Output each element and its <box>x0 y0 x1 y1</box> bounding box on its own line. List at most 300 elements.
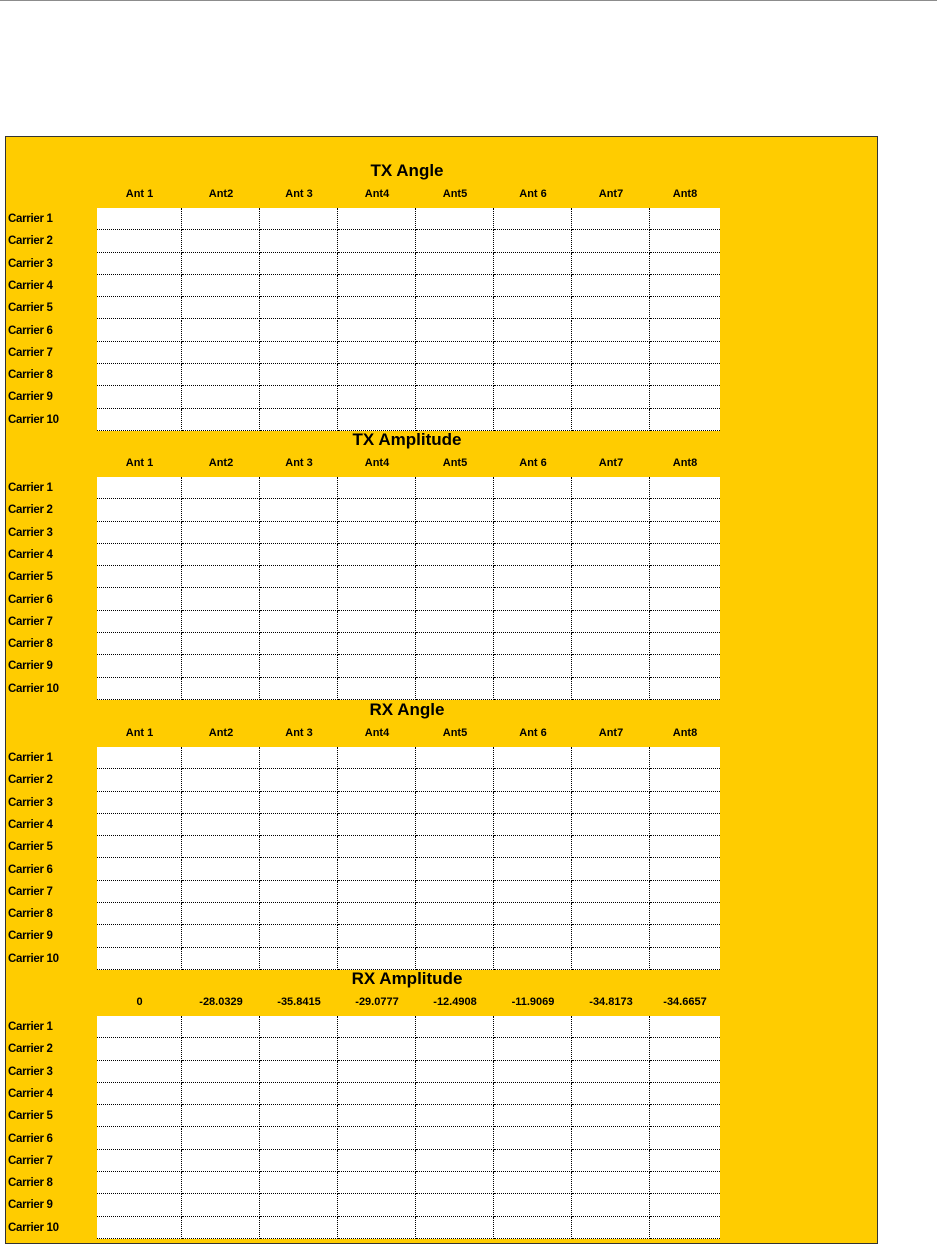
table-cell[interactable] <box>572 566 650 588</box>
table-cell[interactable] <box>650 1061 720 1083</box>
table-cell[interactable] <box>572 544 650 566</box>
table-cell[interactable] <box>572 1038 650 1060</box>
table-cell[interactable] <box>338 208 416 230</box>
table-cell[interactable] <box>572 1172 650 1194</box>
table-cell[interactable] <box>572 1150 650 1172</box>
table-cell[interactable] <box>572 364 650 386</box>
table-cell[interactable] <box>260 1061 338 1083</box>
table-cell[interactable] <box>97 903 182 925</box>
table-cell[interactable] <box>182 611 260 633</box>
table-cell[interactable] <box>182 253 260 275</box>
table-cell[interactable] <box>338 836 416 858</box>
table-cell[interactable] <box>416 859 494 881</box>
table-cell[interactable] <box>182 1194 260 1216</box>
table-cell[interactable] <box>416 1016 494 1038</box>
table-cell[interactable] <box>572 253 650 275</box>
table-cell[interactable] <box>182 655 260 677</box>
table-cell[interactable] <box>260 859 338 881</box>
table-cell[interactable] <box>572 589 650 611</box>
table-cell[interactable] <box>260 499 338 521</box>
table-cell[interactable] <box>572 633 650 655</box>
table-cell[interactable] <box>182 1061 260 1083</box>
table-cell[interactable] <box>182 499 260 521</box>
row-label: Carrier 3 <box>8 526 53 539</box>
table-cell[interactable] <box>416 1061 494 1083</box>
table-cell[interactable] <box>338 477 416 499</box>
table-cell[interactable] <box>97 499 182 521</box>
table-cell[interactable] <box>97 1083 182 1105</box>
table-cell[interactable] <box>260 566 338 588</box>
table-cell[interactable] <box>338 859 416 881</box>
table-cell[interactable] <box>494 1083 572 1105</box>
section-title: TX Angle <box>370 161 444 180</box>
row-label: Carrier 9 <box>8 1199 53 1212</box>
table-cell[interactable] <box>650 253 720 275</box>
table-cell[interactable] <box>494 836 572 858</box>
table-cell[interactable] <box>97 814 182 836</box>
table-cell[interactable] <box>182 566 260 588</box>
table-cell[interactable] <box>97 589 182 611</box>
table-cell[interactable] <box>338 230 416 252</box>
table-cell[interactable] <box>416 253 494 275</box>
table-cell[interactable] <box>182 792 260 814</box>
table-cell[interactable] <box>338 814 416 836</box>
table-cell[interactable] <box>572 836 650 858</box>
table-cell[interactable] <box>572 499 650 521</box>
table-cell[interactable] <box>260 747 338 769</box>
table-cell[interactable] <box>650 903 720 925</box>
table-cell[interactable] <box>494 1016 572 1038</box>
table-cell[interactable] <box>97 611 182 633</box>
table-cell[interactable] <box>494 230 572 252</box>
table-cell[interactable] <box>650 633 720 655</box>
table-cell[interactable] <box>572 881 650 903</box>
table-cell[interactable] <box>494 364 572 386</box>
table-cell[interactable] <box>572 769 650 791</box>
table-cell[interactable] <box>338 747 416 769</box>
table-cell[interactable] <box>650 522 720 544</box>
table-cell[interactable] <box>416 566 494 588</box>
table-cell[interactable] <box>182 1150 260 1172</box>
table-cell[interactable] <box>494 544 572 566</box>
table-cell[interactable] <box>182 836 260 858</box>
table-cell[interactable] <box>338 297 416 319</box>
table-cell[interactable] <box>182 342 260 364</box>
table-cell[interactable] <box>260 655 338 677</box>
table-cell[interactable] <box>260 769 338 791</box>
table-cell[interactable] <box>338 633 416 655</box>
table-cell[interactable] <box>97 253 182 275</box>
table-cell[interactable] <box>182 747 260 769</box>
table-cell[interactable] <box>260 1150 338 1172</box>
table-cell[interactable] <box>416 836 494 858</box>
table-cell[interactable] <box>260 881 338 903</box>
table-cell[interactable] <box>338 1105 416 1127</box>
table-cell[interactable] <box>494 633 572 655</box>
table-cell[interactable] <box>650 499 720 521</box>
table-cell[interactable] <box>260 836 338 858</box>
table-cell[interactable] <box>416 769 494 791</box>
table-cell[interactable] <box>182 589 260 611</box>
table-cell[interactable] <box>338 499 416 521</box>
table-cell[interactable] <box>416 499 494 521</box>
table-cell[interactable] <box>260 1217 338 1239</box>
table-cell[interactable] <box>97 297 182 319</box>
table-cell[interactable] <box>650 1128 720 1150</box>
table-cell[interactable] <box>97 1061 182 1083</box>
table-cell[interactable] <box>650 566 720 588</box>
table-cell[interactable] <box>416 1194 494 1216</box>
table-cell[interactable] <box>650 477 720 499</box>
table-cell[interactable] <box>97 230 182 252</box>
table-cell[interactable] <box>260 1083 338 1105</box>
table-cell[interactable] <box>97 1038 182 1060</box>
table-cell[interactable] <box>260 903 338 925</box>
table-cell[interactable] <box>338 655 416 677</box>
table-cell[interactable] <box>338 1194 416 1216</box>
table-cell[interactable] <box>494 903 572 925</box>
table-cell[interactable] <box>260 544 338 566</box>
table-cell[interactable] <box>260 633 338 655</box>
table-cell[interactable] <box>260 522 338 544</box>
table-cell[interactable] <box>338 364 416 386</box>
table-cell[interactable] <box>338 1038 416 1060</box>
table-cell[interactable] <box>416 320 494 342</box>
table-cell[interactable] <box>97 633 182 655</box>
table-cell[interactable] <box>650 769 720 791</box>
table-cell[interactable] <box>338 1061 416 1083</box>
table-cell[interactable] <box>650 1083 720 1105</box>
table-cell[interactable] <box>182 903 260 925</box>
table-cell[interactable] <box>338 1217 416 1239</box>
table-cell[interactable] <box>572 903 650 925</box>
table-cell[interactable] <box>97 1172 182 1194</box>
table-cell[interactable] <box>260 792 338 814</box>
column-header: Ant 1 <box>125 457 154 469</box>
table-cell[interactable] <box>182 881 260 903</box>
row-label: Carrier 1 <box>8 752 53 764</box>
table-cell[interactable] <box>182 1083 260 1105</box>
table-cell[interactable] <box>182 1016 260 1038</box>
section-title: RX Amplitude <box>351 969 463 988</box>
table-cell[interactable] <box>494 1217 572 1239</box>
table-cell[interactable] <box>338 589 416 611</box>
table-cell[interactable] <box>338 769 416 791</box>
row-label: Carrier 10 <box>8 1221 59 1234</box>
table-cell[interactable] <box>572 1083 650 1105</box>
table-cell[interactable] <box>416 747 494 769</box>
table-cell[interactable] <box>182 208 260 230</box>
table-cell[interactable] <box>650 544 720 566</box>
table-cell[interactable] <box>416 477 494 499</box>
table-cell[interactable] <box>260 208 338 230</box>
table-cell[interactable] <box>338 1016 416 1038</box>
table-cell[interactable] <box>97 769 182 791</box>
table-cell[interactable] <box>97 881 182 903</box>
table-cell[interactable] <box>416 230 494 252</box>
table-cell[interactable] <box>650 1105 720 1127</box>
table-cell[interactable] <box>416 903 494 925</box>
table-cell[interactable] <box>97 320 182 342</box>
table-cell[interactable] <box>97 1150 182 1172</box>
table-cell[interactable] <box>260 297 338 319</box>
table-cell[interactable] <box>572 655 650 677</box>
table-cell[interactable] <box>650 230 720 252</box>
table-cell[interactable] <box>572 320 650 342</box>
table-cell[interactable] <box>97 208 182 230</box>
table-cell[interactable] <box>416 814 494 836</box>
table-cell[interactable] <box>650 1217 720 1239</box>
table-cell[interactable] <box>572 747 650 769</box>
table-cell[interactable] <box>260 1038 338 1060</box>
table-cell[interactable] <box>97 342 182 364</box>
table-cell[interactable] <box>416 1150 494 1172</box>
table-cell[interactable] <box>650 364 720 386</box>
table-cell[interactable] <box>650 792 720 814</box>
table-cell[interactable] <box>260 814 338 836</box>
column-header: -28.0329 <box>199 996 243 1008</box>
table-cell[interactable] <box>97 1105 182 1127</box>
table-cell[interactable] <box>416 1105 494 1127</box>
table-cell[interactable] <box>572 859 650 881</box>
table-cell[interactable] <box>97 364 182 386</box>
table-cell[interactable] <box>650 881 720 903</box>
table-cell[interactable] <box>494 1172 572 1194</box>
table-cell[interactable] <box>97 522 182 544</box>
table-cell[interactable] <box>416 297 494 319</box>
table-cell[interactable] <box>494 881 572 903</box>
table-cell[interactable] <box>650 859 720 881</box>
table-cell[interactable] <box>182 275 260 297</box>
table-cell[interactable] <box>260 589 338 611</box>
table-cell[interactable] <box>494 859 572 881</box>
table-cell[interactable] <box>97 477 182 499</box>
table-cell[interactable] <box>182 814 260 836</box>
table-cell[interactable] <box>182 1217 260 1239</box>
table-cell[interactable] <box>260 477 338 499</box>
table-cell[interactable] <box>182 364 260 386</box>
row-label: Carrier 6 <box>8 863 53 876</box>
table-cell[interactable] <box>338 522 416 544</box>
table-cell[interactable] <box>416 589 494 611</box>
table-cell[interactable] <box>97 655 182 677</box>
table-cell[interactable] <box>572 1105 650 1127</box>
table-cell[interactable] <box>416 1083 494 1105</box>
table-cell[interactable] <box>494 792 572 814</box>
table-cell[interactable] <box>338 253 416 275</box>
table-cell[interactable] <box>494 1150 572 1172</box>
spreadsheet-panel <box>5 136 878 1244</box>
table-cell[interactable] <box>572 1217 650 1239</box>
table-cell[interactable] <box>572 1128 650 1150</box>
table-cell[interactable] <box>338 1172 416 1194</box>
table-cell[interactable] <box>650 1150 720 1172</box>
table-cell[interactable] <box>416 1217 494 1239</box>
row-label: Carrier 10 <box>8 952 59 965</box>
table-cell[interactable] <box>182 522 260 544</box>
table-cell[interactable] <box>338 611 416 633</box>
table-cell[interactable] <box>182 1038 260 1060</box>
table-cell[interactable] <box>494 320 572 342</box>
table-cell[interactable] <box>650 297 720 319</box>
table-cell[interactable] <box>494 655 572 677</box>
table-cell[interactable] <box>650 320 720 342</box>
table-cell[interactable] <box>650 1016 720 1038</box>
table-cell[interactable] <box>338 566 416 588</box>
table-cell[interactable] <box>338 275 416 297</box>
table-cell[interactable] <box>416 342 494 364</box>
table-cell[interactable] <box>97 1128 182 1150</box>
table-cell[interactable] <box>260 253 338 275</box>
row-label: Carrier 7 <box>8 346 53 359</box>
table-cell[interactable] <box>650 589 720 611</box>
table-cell[interactable] <box>494 1061 572 1083</box>
row-label: Carrier 3 <box>8 257 53 270</box>
table-cell[interactable] <box>97 747 182 769</box>
table-cell[interactable] <box>416 611 494 633</box>
table-cell[interactable] <box>97 792 182 814</box>
table-cell[interactable] <box>260 1105 338 1127</box>
table-cell[interactable] <box>260 230 338 252</box>
table-cell[interactable] <box>416 1128 494 1150</box>
table-cell[interactable] <box>650 611 720 633</box>
table-cell[interactable] <box>494 769 572 791</box>
table-cell[interactable] <box>182 633 260 655</box>
table-cell[interactable] <box>182 320 260 342</box>
row-label: Carrier 7 <box>8 1154 53 1167</box>
table-cell[interactable] <box>494 275 572 297</box>
table-cell[interactable] <box>97 544 182 566</box>
table-cell[interactable] <box>572 342 650 364</box>
table-cell[interactable] <box>416 275 494 297</box>
table-cell[interactable] <box>338 792 416 814</box>
table-cell[interactable] <box>182 544 260 566</box>
table-cell[interactable] <box>650 208 720 230</box>
table-cell[interactable] <box>650 1194 720 1216</box>
column-header: Ant8 <box>672 727 698 739</box>
table-cell[interactable] <box>182 769 260 791</box>
table-cell[interactable] <box>572 522 650 544</box>
table-cell[interactable] <box>494 477 572 499</box>
table-cell[interactable] <box>572 208 650 230</box>
table-cell[interactable] <box>416 881 494 903</box>
table-cell[interactable] <box>494 253 572 275</box>
table-cell[interactable] <box>338 903 416 925</box>
table-cell[interactable] <box>572 1061 650 1083</box>
column-header: Ant5 <box>442 457 468 469</box>
table-cell[interactable] <box>260 611 338 633</box>
table-cell[interactable] <box>97 275 182 297</box>
table-cell[interactable] <box>260 1194 338 1216</box>
table-cell[interactable] <box>416 1038 494 1060</box>
top-divider <box>0 0 937 1</box>
table-cell[interactable] <box>650 814 720 836</box>
table-cell[interactable] <box>182 859 260 881</box>
table-cell[interactable] <box>416 655 494 677</box>
table-cell[interactable] <box>338 1150 416 1172</box>
table-cell[interactable] <box>182 1105 260 1127</box>
table-cell[interactable] <box>572 611 650 633</box>
table-cell[interactable] <box>338 320 416 342</box>
table-cell[interactable] <box>97 1217 182 1239</box>
table-cell[interactable] <box>260 364 338 386</box>
table-cell[interactable] <box>650 1172 720 1194</box>
table-cell[interactable] <box>572 792 650 814</box>
table-cell[interactable] <box>97 859 182 881</box>
table-cell[interactable] <box>338 1128 416 1150</box>
table-cell[interactable] <box>494 566 572 588</box>
table-cell[interactable] <box>572 230 650 252</box>
table-cell[interactable] <box>338 342 416 364</box>
table-cell[interactable] <box>182 1128 260 1150</box>
table-cell[interactable] <box>494 814 572 836</box>
table-cell[interactable] <box>416 544 494 566</box>
table-cell[interactable] <box>494 522 572 544</box>
table-cell[interactable] <box>416 633 494 655</box>
table-cell[interactable] <box>572 275 650 297</box>
column-header: Ant 6 <box>519 188 547 200</box>
table-cell[interactable] <box>494 499 572 521</box>
table-cell[interactable] <box>416 522 494 544</box>
table-cell[interactable] <box>260 1172 338 1194</box>
table-cell[interactable] <box>260 320 338 342</box>
table-cell[interactable] <box>494 747 572 769</box>
table-cell[interactable] <box>260 1128 338 1150</box>
table-cell[interactable] <box>494 1194 572 1216</box>
table-cell[interactable] <box>650 275 720 297</box>
table-cell[interactable] <box>416 364 494 386</box>
table-cell[interactable] <box>338 544 416 566</box>
table-cell[interactable] <box>416 208 494 230</box>
table-cell[interactable] <box>338 881 416 903</box>
table-cell[interactable] <box>650 836 720 858</box>
table-cell[interactable] <box>260 275 338 297</box>
table-cell[interactable] <box>572 297 650 319</box>
table-cell[interactable] <box>650 1038 720 1060</box>
table-cell[interactable] <box>494 611 572 633</box>
table-cell[interactable] <box>494 1128 572 1150</box>
table-cell[interactable] <box>97 1194 182 1216</box>
table-cell[interactable] <box>338 1083 416 1105</box>
table-cell[interactable] <box>572 1194 650 1216</box>
table-cell[interactable] <box>494 1105 572 1127</box>
table-cell[interactable] <box>260 342 338 364</box>
table-cell[interactable] <box>182 477 260 499</box>
table-cell[interactable] <box>650 655 720 677</box>
table-cell[interactable] <box>97 836 182 858</box>
table-cell[interactable] <box>182 297 260 319</box>
table-cell[interactable] <box>572 814 650 836</box>
table-cell[interactable] <box>416 1172 494 1194</box>
table-cell[interactable] <box>182 1172 260 1194</box>
table-cell[interactable] <box>494 342 572 364</box>
table-cell[interactable] <box>97 566 182 588</box>
table-cell[interactable] <box>494 1038 572 1060</box>
table-cell[interactable] <box>650 342 720 364</box>
table-cell[interactable] <box>260 1016 338 1038</box>
table-cell[interactable] <box>572 1016 650 1038</box>
table-cell[interactable] <box>572 477 650 499</box>
table-cell[interactable] <box>416 792 494 814</box>
column-header: Ant5 <box>442 727 468 739</box>
table-cell[interactable] <box>494 297 572 319</box>
table-cell[interactable] <box>650 747 720 769</box>
table-cell[interactable] <box>494 589 572 611</box>
table-cell[interactable] <box>97 1016 182 1038</box>
table-cell[interactable] <box>182 230 260 252</box>
table-cell[interactable] <box>494 208 572 230</box>
row-label: Carrier 8 <box>8 369 53 382</box>
